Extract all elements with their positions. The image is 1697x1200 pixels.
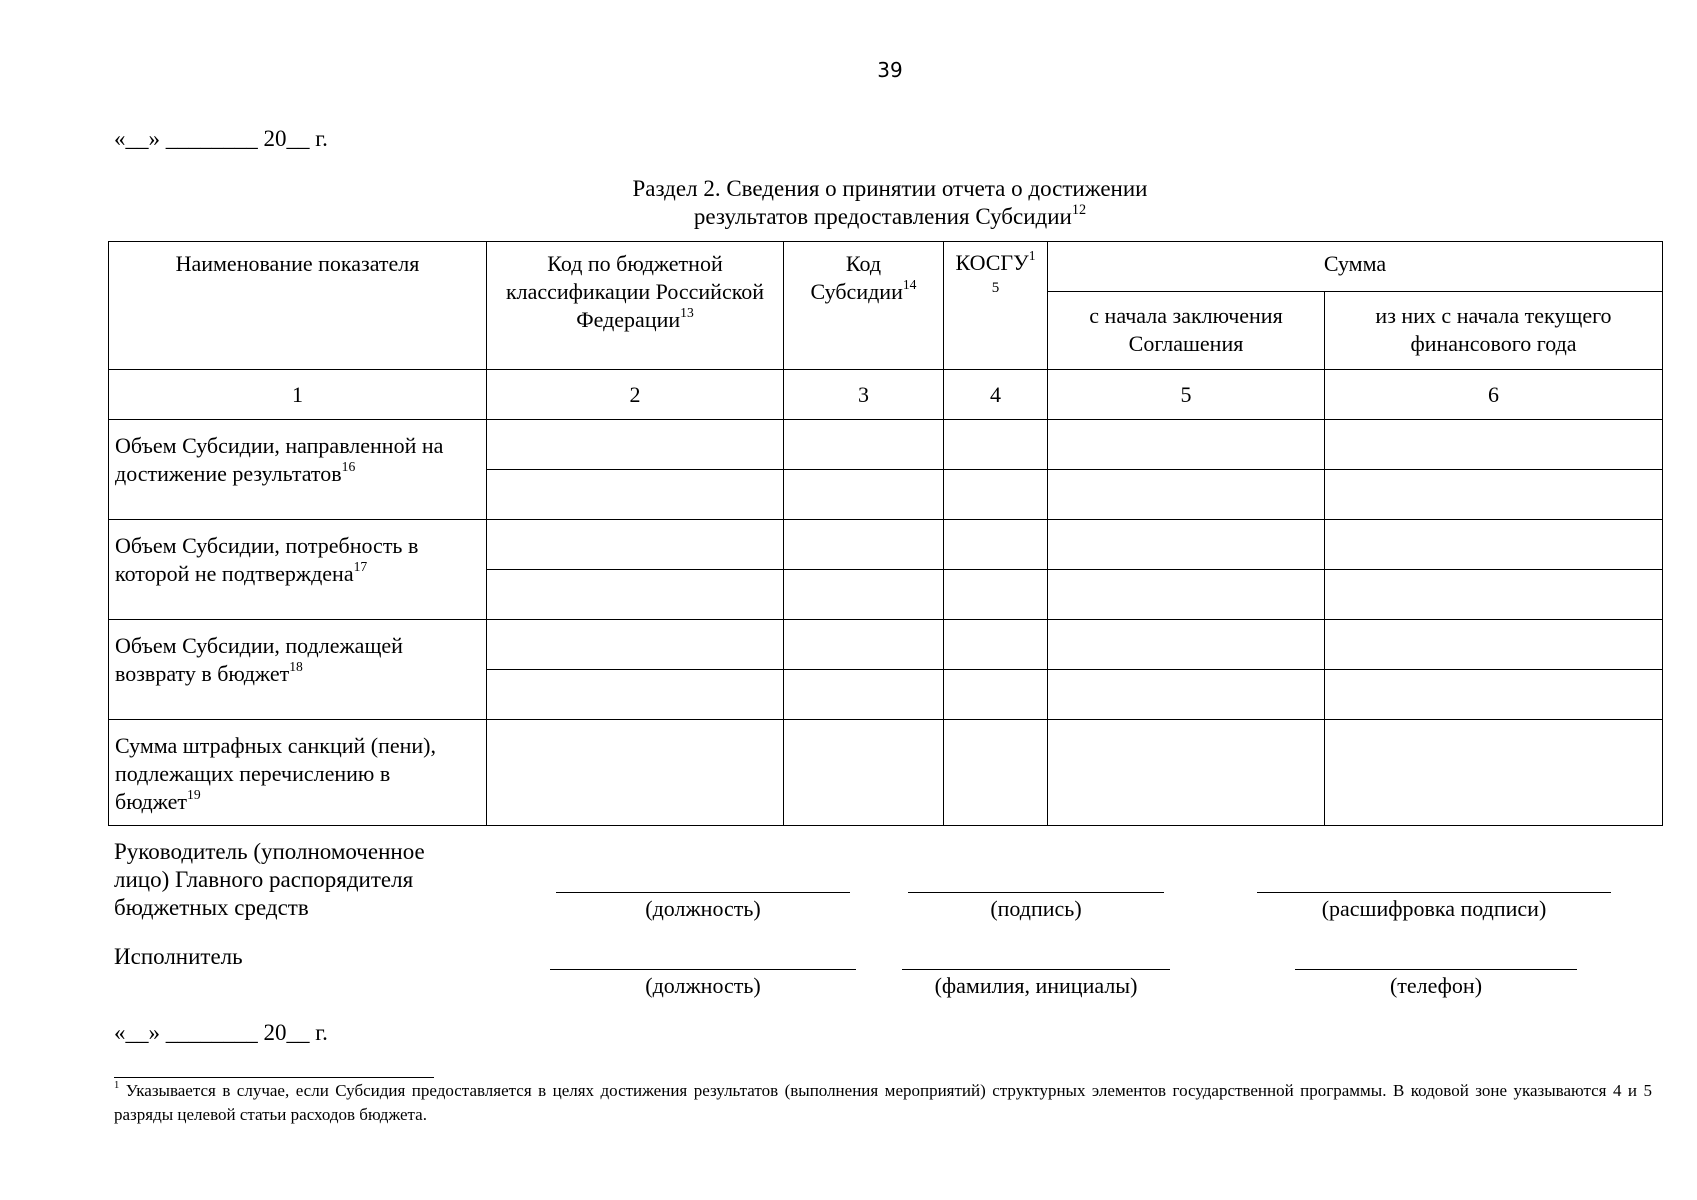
header-indicator-name: Наименование показателя xyxy=(109,242,487,370)
table-cell xyxy=(1325,420,1663,470)
table-cell xyxy=(784,720,944,826)
signature-line xyxy=(902,969,1170,970)
signature-line xyxy=(1257,892,1611,893)
caption-full-name: (фамилия, инициалы) xyxy=(934,973,1138,998)
header-since-agreement: с начала заключения Соглашения xyxy=(1048,292,1325,370)
table-cell xyxy=(944,470,1048,520)
table-cell xyxy=(784,420,944,470)
signature-line xyxy=(556,892,850,893)
executor-label: Исполнитель xyxy=(114,944,243,969)
row-label-unconfirmed-volume: Объем Субсидии, потребность в которой не подтверждена$^{17}$ xyxy=(109,520,487,620)
table-cell xyxy=(1325,670,1663,720)
signature-line xyxy=(908,892,1164,893)
date-line-top: «__» ________ 20__ г. xyxy=(114,126,328,151)
column-number: 3 xyxy=(784,370,944,420)
row-label-return-volume: Объем Субсидии, подлежащей возврату в бюджет$^{18}$ xyxy=(109,620,487,720)
row-label-directed-volume: Объем Субсидии, направленной на достижение результатов$^{16}$ xyxy=(109,420,487,520)
table-cell xyxy=(487,420,784,470)
footnote-divider xyxy=(114,1077,434,1078)
caption-signature: (подпись) xyxy=(990,896,1082,921)
table-cell xyxy=(784,620,944,670)
caption-signature-decoding: (расшифровка подписи) xyxy=(1321,896,1547,921)
column-number: 6 xyxy=(1325,370,1663,420)
header-current-year: из них с начала текущего финансового года xyxy=(1325,292,1663,370)
header-subsidy-code: Код Субсидии$^{14}$ xyxy=(784,242,944,370)
table-cell xyxy=(487,670,784,720)
table-cell xyxy=(784,470,944,520)
head-signatory-label: Руководитель (уполномоченное лицо) Главного распорядителя бюджетных средств xyxy=(114,839,425,920)
row-label-penalties: Сумма штрафных санкций (пени), подлежащих перечислению в бюджет$^{19}$ xyxy=(109,720,487,826)
table-cell xyxy=(944,570,1048,620)
caption-position: (должность) xyxy=(645,973,761,998)
header-budget-code: Код по бюджетной классификации Российской Федерации$^{13}$ xyxy=(487,242,784,370)
caption-phone: (телефон) xyxy=(1389,973,1483,998)
signature-line xyxy=(550,969,856,970)
table-cell xyxy=(1048,720,1325,826)
signature-line xyxy=(1295,969,1577,970)
footnote-marker: 1 xyxy=(114,1080,120,1092)
date-line-bottom: «__» ________ 20__ г. xyxy=(114,1020,328,1045)
table-cell xyxy=(487,720,784,826)
header-kosgu: КОСГУ$^1$ 5 xyxy=(944,242,1048,370)
table-cell xyxy=(784,570,944,620)
table-cell xyxy=(944,720,1048,826)
table-cell xyxy=(1048,470,1325,520)
table-cell xyxy=(1325,620,1663,670)
table-cell xyxy=(944,520,1048,570)
table-cell xyxy=(487,520,784,570)
header-sum: Сумма xyxy=(1048,242,1663,292)
table-cell xyxy=(1048,520,1325,570)
column-number: 4 xyxy=(944,370,1048,420)
column-number: 2 xyxy=(487,370,784,420)
table-cell xyxy=(487,620,784,670)
report-table xyxy=(108,241,1663,826)
page-number: 39 xyxy=(877,58,903,82)
table-cell xyxy=(944,420,1048,470)
table-cell xyxy=(1325,520,1663,570)
table-cell xyxy=(487,470,784,520)
column-number: 1 xyxy=(109,370,487,420)
table-cell xyxy=(487,570,784,620)
section-title-line1: Раздел 2. Сведения о принятии отчета о достижении xyxy=(632,176,1148,201)
table-cell xyxy=(944,670,1048,720)
column-number: 5 xyxy=(1048,370,1325,420)
table-cell xyxy=(1325,570,1663,620)
table-cell xyxy=(1048,670,1325,720)
table-cell xyxy=(1048,420,1325,470)
table-cell xyxy=(1048,570,1325,620)
footnote: $^1$ Указывается в случае, если Субсидия предоставляется в целях достижения результатов (выполнения мероприятий) структурных элементов государственной программы. В кодовой зоне указываются 4 и 5 разряды целевой статьи расходов бюджета. xyxy=(114,1080,1652,1124)
table-cell xyxy=(1048,620,1325,670)
table-cell xyxy=(1325,720,1663,826)
table-cell xyxy=(784,670,944,720)
table-cell xyxy=(944,620,1048,670)
caption-position: (должность) xyxy=(645,896,761,921)
table-cell xyxy=(1325,470,1663,520)
footnote-ref: 12 xyxy=(1071,201,1087,218)
section-title xyxy=(0,175,1697,231)
section-title-line2: результатов предоставления Субсидии$^{12}$ xyxy=(693,201,1087,229)
table-cell xyxy=(784,520,944,570)
